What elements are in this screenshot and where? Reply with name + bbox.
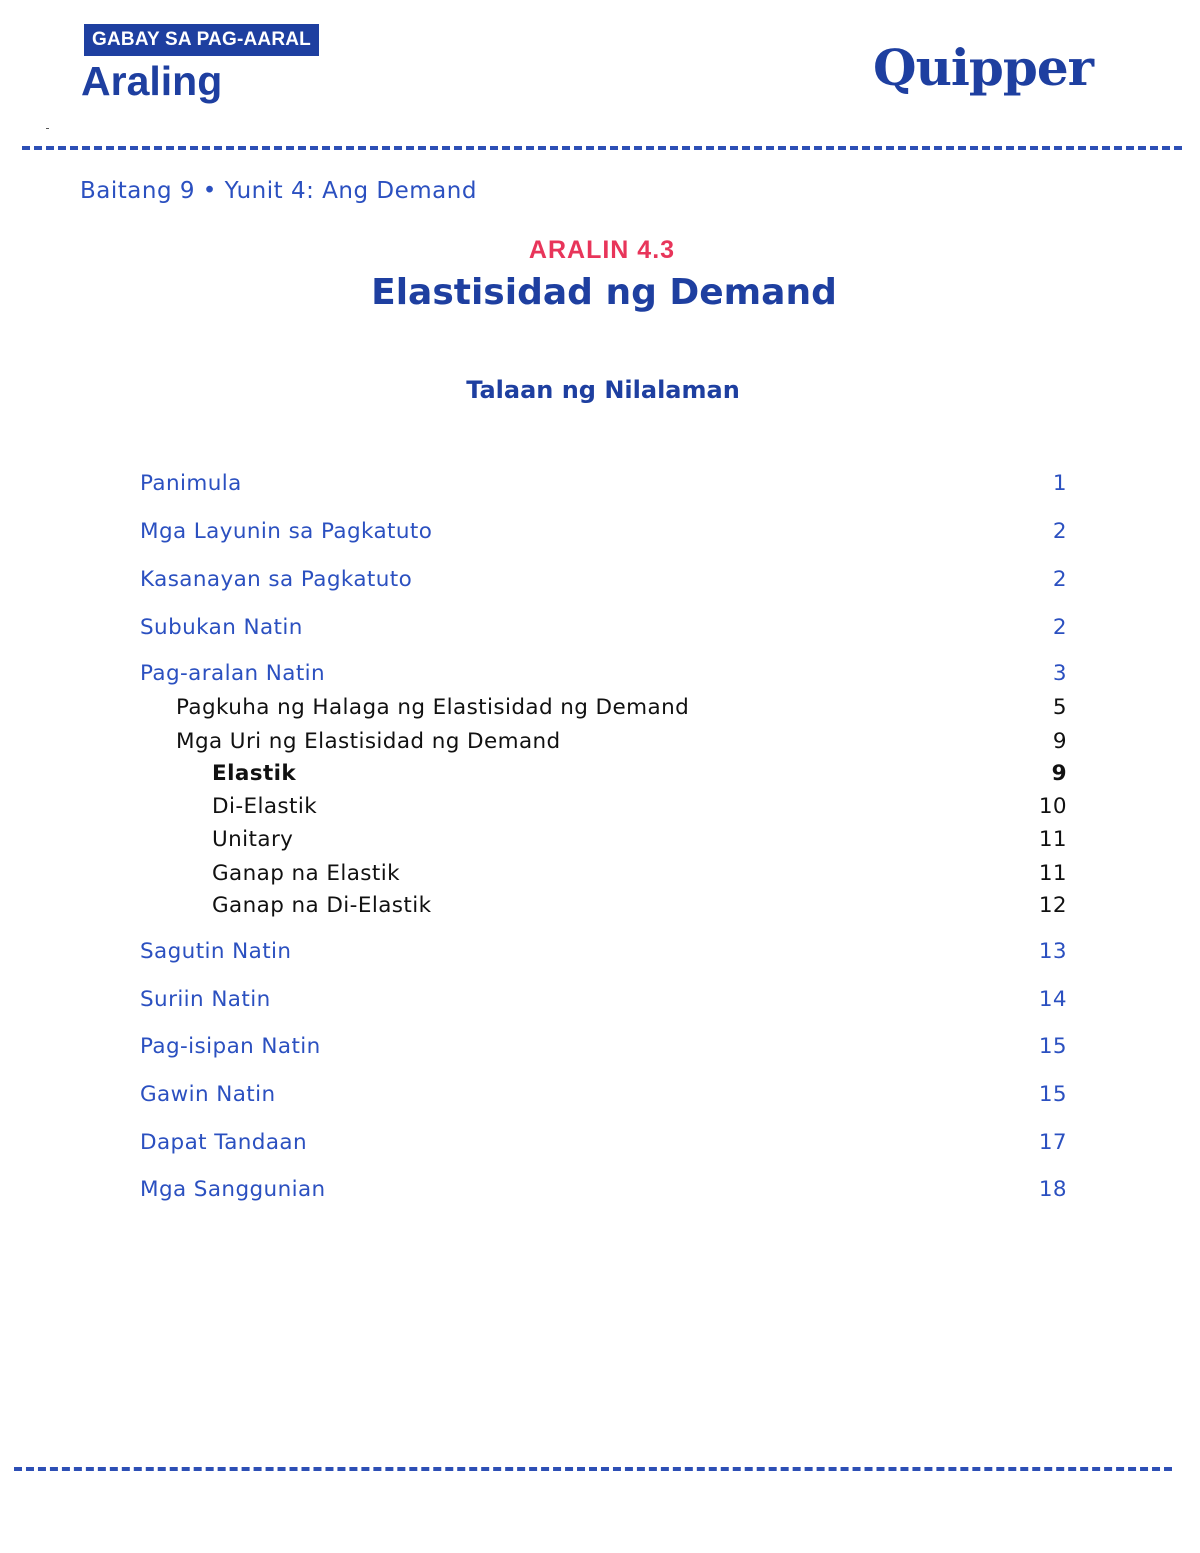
toc-entry-page: 10: [1038, 793, 1067, 819]
toc-entry[interactable]: [140, 790, 1067, 822]
toc-entry-label: Dapat Tandaan: [140, 1129, 308, 1155]
toc-entry-page: 12: [1038, 892, 1067, 918]
toc-heading: Talaan ng Nilalaman: [466, 376, 740, 404]
lesson-code: ARALIN 4.3: [528, 236, 676, 264]
toc-entry[interactable]: [140, 935, 1067, 967]
toc-entry-label: Mga Sanggunian: [140, 1176, 326, 1202]
toc-entry-label: Unitary: [212, 826, 294, 852]
toc-entry-page: 2: [1052, 518, 1067, 544]
toc-entry-page: 9: [1052, 728, 1067, 754]
toc-entry-label: Gawin Natin: [140, 1081, 276, 1107]
toc-entry[interactable]: [140, 889, 1067, 921]
toc-entry[interactable]: [140, 563, 1067, 595]
toc-entry[interactable]: [140, 757, 1067, 789]
toc-entry-label: Ganap na Di-Elastik: [212, 892, 432, 918]
toc-entry-page: 9: [1051, 760, 1067, 786]
toc-entry[interactable]: [140, 691, 1067, 723]
guide-badge: GABAY SA PAG-AARAL: [84, 24, 319, 56]
toc-entry-page: 3: [1052, 660, 1067, 686]
toc-entry[interactable]: [140, 515, 1067, 547]
toc-entry-page: 18: [1038, 1176, 1067, 1202]
toc-entry-label: Kasanayan sa Pagkatuto: [140, 566, 413, 592]
toc-entry-label: Elastik: [212, 760, 297, 786]
subject-title: Araling: [81, 58, 223, 104]
toc-entry[interactable]: [140, 725, 1067, 757]
toc-entry-page: 2: [1052, 614, 1067, 640]
toc-entry-page: 13: [1038, 938, 1067, 964]
toc-entry[interactable]: [140, 467, 1067, 499]
toc-entry-page: 17: [1038, 1129, 1067, 1155]
toc-entry-label: Ganap na Elastik: [212, 860, 400, 886]
grade-unit-line: Baitang 9 • Yunit 4: Ang Demand: [80, 178, 477, 204]
toc-entry-label: Mga Layunin sa Pagkatuto: [140, 518, 433, 544]
toc-entry[interactable]: [140, 857, 1067, 889]
toc-entry[interactable]: [140, 611, 1067, 643]
toc-entry-page: 5: [1052, 694, 1067, 720]
toc-entry-page: 11: [1038, 826, 1067, 852]
toc-entry[interactable]: [140, 657, 1067, 689]
toc-entry[interactable]: [140, 983, 1067, 1015]
toc-entry-label: Pagkuha ng Halaga ng Elastisidad ng Demand: [176, 694, 690, 720]
toc-entry-label: Mga Uri ng Elastisidad ng Demand: [176, 728, 561, 754]
toc-entry-page: 15: [1038, 1081, 1067, 1107]
toc-entry[interactable]: [140, 1078, 1067, 1110]
bottom-divider: [14, 1467, 1172, 1471]
toc-entry[interactable]: [140, 1173, 1067, 1205]
toc-entry-label: Sagutin Natin: [140, 938, 292, 964]
toc-entry[interactable]: [140, 1030, 1067, 1062]
toc-entry-label: Di-Elastik: [212, 793, 318, 819]
quipper-logo: Quipper: [873, 38, 1093, 97]
toc-entry-page: 11: [1038, 860, 1067, 886]
toc-entry-label: Pag-aralan Natin: [140, 660, 326, 686]
toc-entry[interactable]: [140, 823, 1067, 855]
toc-entry-label: Panimula: [140, 470, 242, 496]
toc-entry-label: Subukan Natin: [140, 614, 303, 640]
toc-entry-page: 15: [1038, 1033, 1067, 1059]
lesson-title: Elastisidad ng Demand: [371, 272, 837, 313]
toc-entry-page: 2: [1052, 566, 1067, 592]
toc-entry[interactable]: [140, 1126, 1067, 1158]
toc-entry-page: 1: [1052, 470, 1067, 496]
toc-entry-label: Suriin Natin: [140, 986, 271, 1012]
toc-entry-label: Pag-isipan Natin: [140, 1033, 321, 1059]
toc-entry-page: 14: [1038, 986, 1067, 1012]
